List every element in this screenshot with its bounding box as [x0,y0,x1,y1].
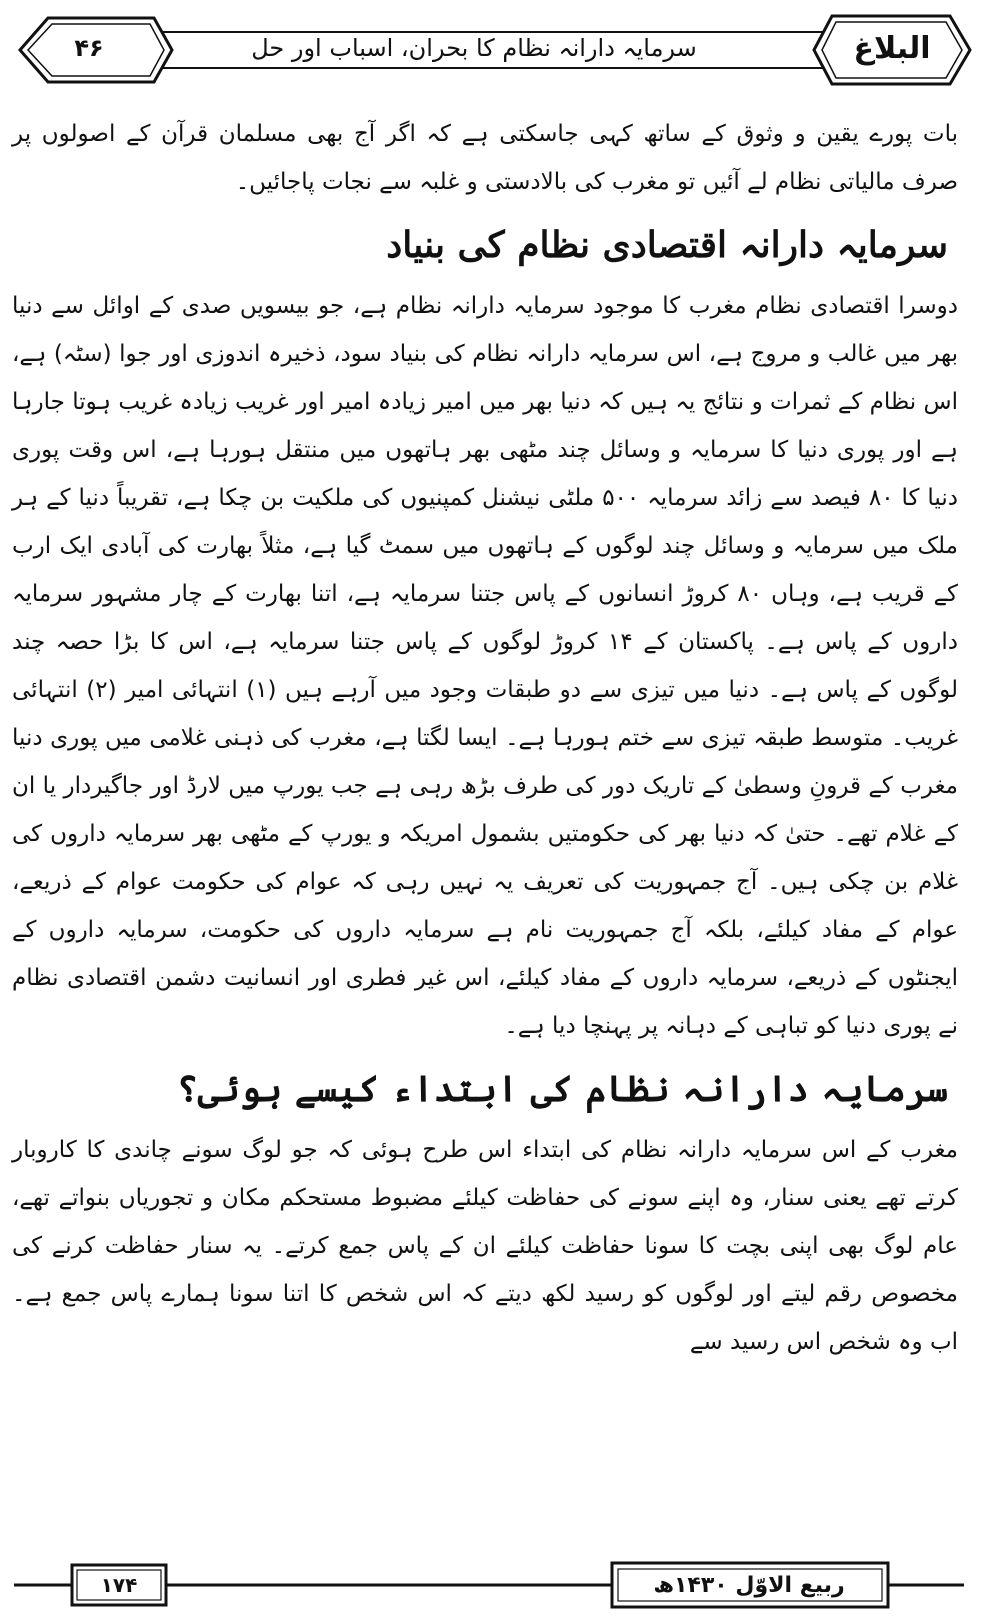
page-header [14,10,976,90]
footer-page-number: ۱۷۴ [100,1573,138,1597]
paragraph-intro: بات پورے یقین و وثوق کے ساتھ کہی جاسکتی ہے کہ اگر آج بھی مسلمان قرآن کے اصولوں پر صرف مالیاتی نظام لے آئیں تو مغرب کی بالادستی و غلبہ سے نجات پاجائیں۔ [12,121,958,195]
section-heading-foundation: سرمایہ دارانہ اقتصادی نظام کی بنیاد [386,224,948,266]
magazine-logo: البلاغ [853,30,931,66]
section-heading-origin: سرمایہ دارانہ نظام کی ابتداء کیسے ہوئی؟ [176,1068,948,1110]
issue-date: ربیع الاوّل ۱۴۳۰ھ [653,1572,845,1598]
paragraph-origin: مغرب کے اس سرمایہ دارانہ نظام کی ابتداء اس طرح ہوئی کہ جو لوگ سونے چاندی کا کاروبار کرتے تھے یعنی سنار، وہ اپنے سونے کی حفاظت کیلئے مضبوط مستحکم مکان و تجوریاں بنواتے تھے، عام لوگ بھی اپنی بچت کا سونا حفاظت کیلئے ان کے پاس جمع کرتے۔ یہ سنار حفاظت کرنے کی مخصوص رقم لیتے اور لوگوں کو رسید لکھ دیتے کہ اس شخص کا اتنا سونا ہمارے پاس جمع ہے۔ اب وہ شخص اس رسید سے [12,1137,958,1355]
running-title: سرمایہ دارانہ نظام کا بحران، اسباب اور حل [251,34,697,62]
header-page-number: ۴۶ [74,34,104,62]
paragraph-foundation: دوسرا اقتصادی نظام مغرب کا موجود سرمایہ دارانہ نظام ہے، جو بیسویں صدی کے اوائل سے دنیا بھر میں غالب و مروج ہے، اس سرمایہ دارانہ نظام کی بنیاد سود، ذخیرہ اندوزی اور جوا (سٹہ) ہے، اس نظام کے ثمرات و نتائج یہ ہیں کہ دنیا بھر میں امیر زیادہ امیر اور غریب زیادہ غریب ہوتا جارہا ہے اور پوری دنیا کا سرمایہ و وسائل چند مٹھی بھر ہاتھوں میں منتقل ہورہا ہے، اس وقت پوری دنیا کا ۸۰ فیصد سے زائد سرمایہ ۵۰۰ ملٹی نیشنل کمپنیوں کی ملکیت بن چکا ہے، تقریباً دنیا کے ہر ملک میں سرمایہ و وسائل چند لوگوں کے ہاتھوں میں سمٹ گیا ہے، مثلاً بھارت کی آبادی ایک ارب کے قریب ہے، وہاں ۸۰ کروڑ انسانوں کے پاس جتنا سرمایہ ہے، اتنا بھارت کے چار مشہور سرمایہ داروں کے پاس ہے۔ پاکستان کے ۱۴ کروڑ لوگوں کے پاس جتنا سرمایہ ہے، اس کا بڑا حصہ چند لوگوں کے پاس ہے۔ دنیا میں تیزی سے دو طبقات وجود میں آرہے ہیں (۱) انتہائی امیر (۲) انتہائی غریب۔ متوسط طبقہ تیزی سے ختم ہورہا ہے۔ ایسا لگتا ہے، مغرب کی ذہنی غلامی میں پوری دنیا مغرب کے قرونِ وسطیٰ کے تاریک دور کی طرف بڑھ رہی ہے جب یورپ میں لارڈ اور جاگیردار یا ان کے غلام تھے۔ حتیٰ کہ دنیا بھر کی حکومتیں بشمول امریکہ و یورپ کے مٹھی بھر سرمایہ داروں کی غلام بن چکی ہیں۔ آج جمہوریت کی تعریف یہ نہیں رہی کہ عوام کی حکومت عوام کے ذریعے، عوام کے مفاد کیلئے، بلکہ آج جمہوریت نام ہے سرمایہ داروں کی حکومت، سرمایہ داروں کے ایجنٹوں کے ذریعے، سرمایہ داروں کے مفاد کیلئے، اس غیر فطری اور انسانیت دشمن اقتصادی نظام نے پوری دنیا کو تباہی کے دہانہ پر پہنچا دیا ہے۔ [12,293,959,1039]
article-body [12,110,958,1366]
page-footer [14,1560,964,1610]
